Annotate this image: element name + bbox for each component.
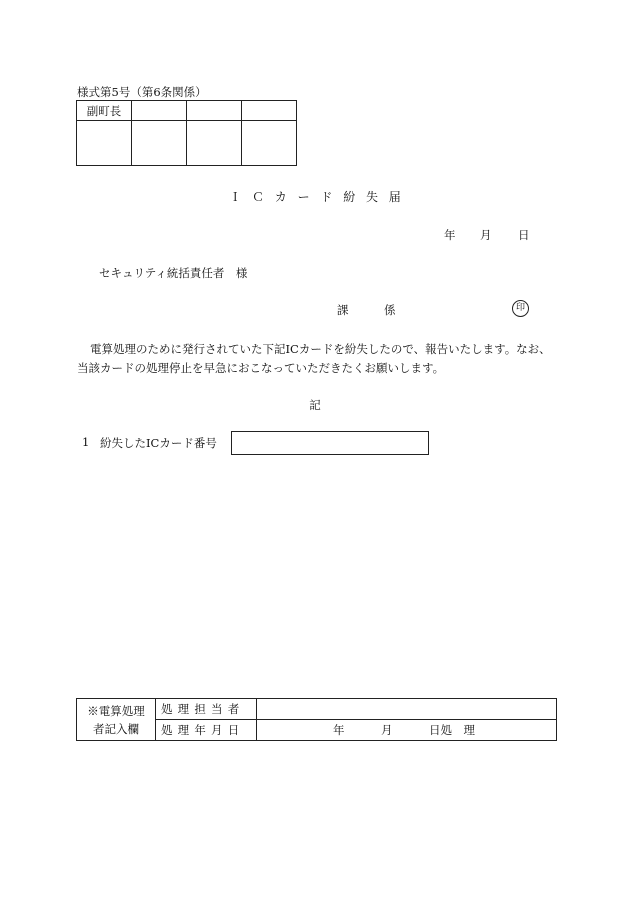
applicant-section-label: 課 <box>337 303 349 317</box>
document-title: ＩＣカード紛失届 <box>229 190 412 204</box>
lost-card-number-field[interactable] <box>231 431 429 455</box>
submission-date <box>444 227 530 243</box>
applicant-staff-label: 係 <box>384 303 396 317</box>
processing-year-label: 年 <box>333 723 345 737</box>
body-text-line-2: 当該カードの処理停止を早急におこなっていただきたくお願いします。 <box>77 361 445 375</box>
date-day-label: 日 <box>518 228 530 242</box>
approval-stamp-table <box>76 100 297 166</box>
approval-stamp-cell <box>242 121 297 166</box>
approval-header-vice-mayor: 副町長 <box>77 101 132 121</box>
processing-side-label-line1: ※電算処理 <box>87 703 145 718</box>
seal-mark-icon: 印 <box>512 300 529 317</box>
addressee: セキュリティ統括責任者 様 <box>99 266 248 280</box>
processing-day-label: 日処 理 <box>429 723 475 737</box>
approval-header-cell <box>242 101 297 121</box>
processing-month-label: 月 <box>381 723 393 737</box>
approval-stamp-cell <box>187 121 242 166</box>
processor-field[interactable] <box>257 699 557 720</box>
approval-header-cell <box>132 101 187 121</box>
body-text-line-1: 電算処理のために発行されていた下記ICカードを紛失したので、報告いたします。なお、 <box>90 342 551 356</box>
approval-stamp-cell <box>132 121 187 166</box>
item-number: 1 <box>82 435 90 449</box>
processing-side-label-line2: 者記入欄 <box>93 721 139 736</box>
date-month-label: 月 <box>480 228 492 242</box>
approval-header-cell <box>187 101 242 121</box>
form-number: 様式第5号（第6条関係） <box>77 85 207 99</box>
date-year-label: 年 <box>444 228 456 242</box>
processor-label: 処理担当者 <box>156 699 257 720</box>
ki-heading: 記 <box>309 398 321 412</box>
processing-date-field[interactable] <box>257 720 557 741</box>
processing-record-table <box>76 698 557 741</box>
lost-card-number-label: 紛失したICカード番号 <box>100 436 217 450</box>
processing-side-label <box>77 699 156 741</box>
processing-date-label: 処理年月日 <box>156 720 257 741</box>
approval-stamp-cell <box>77 121 132 166</box>
